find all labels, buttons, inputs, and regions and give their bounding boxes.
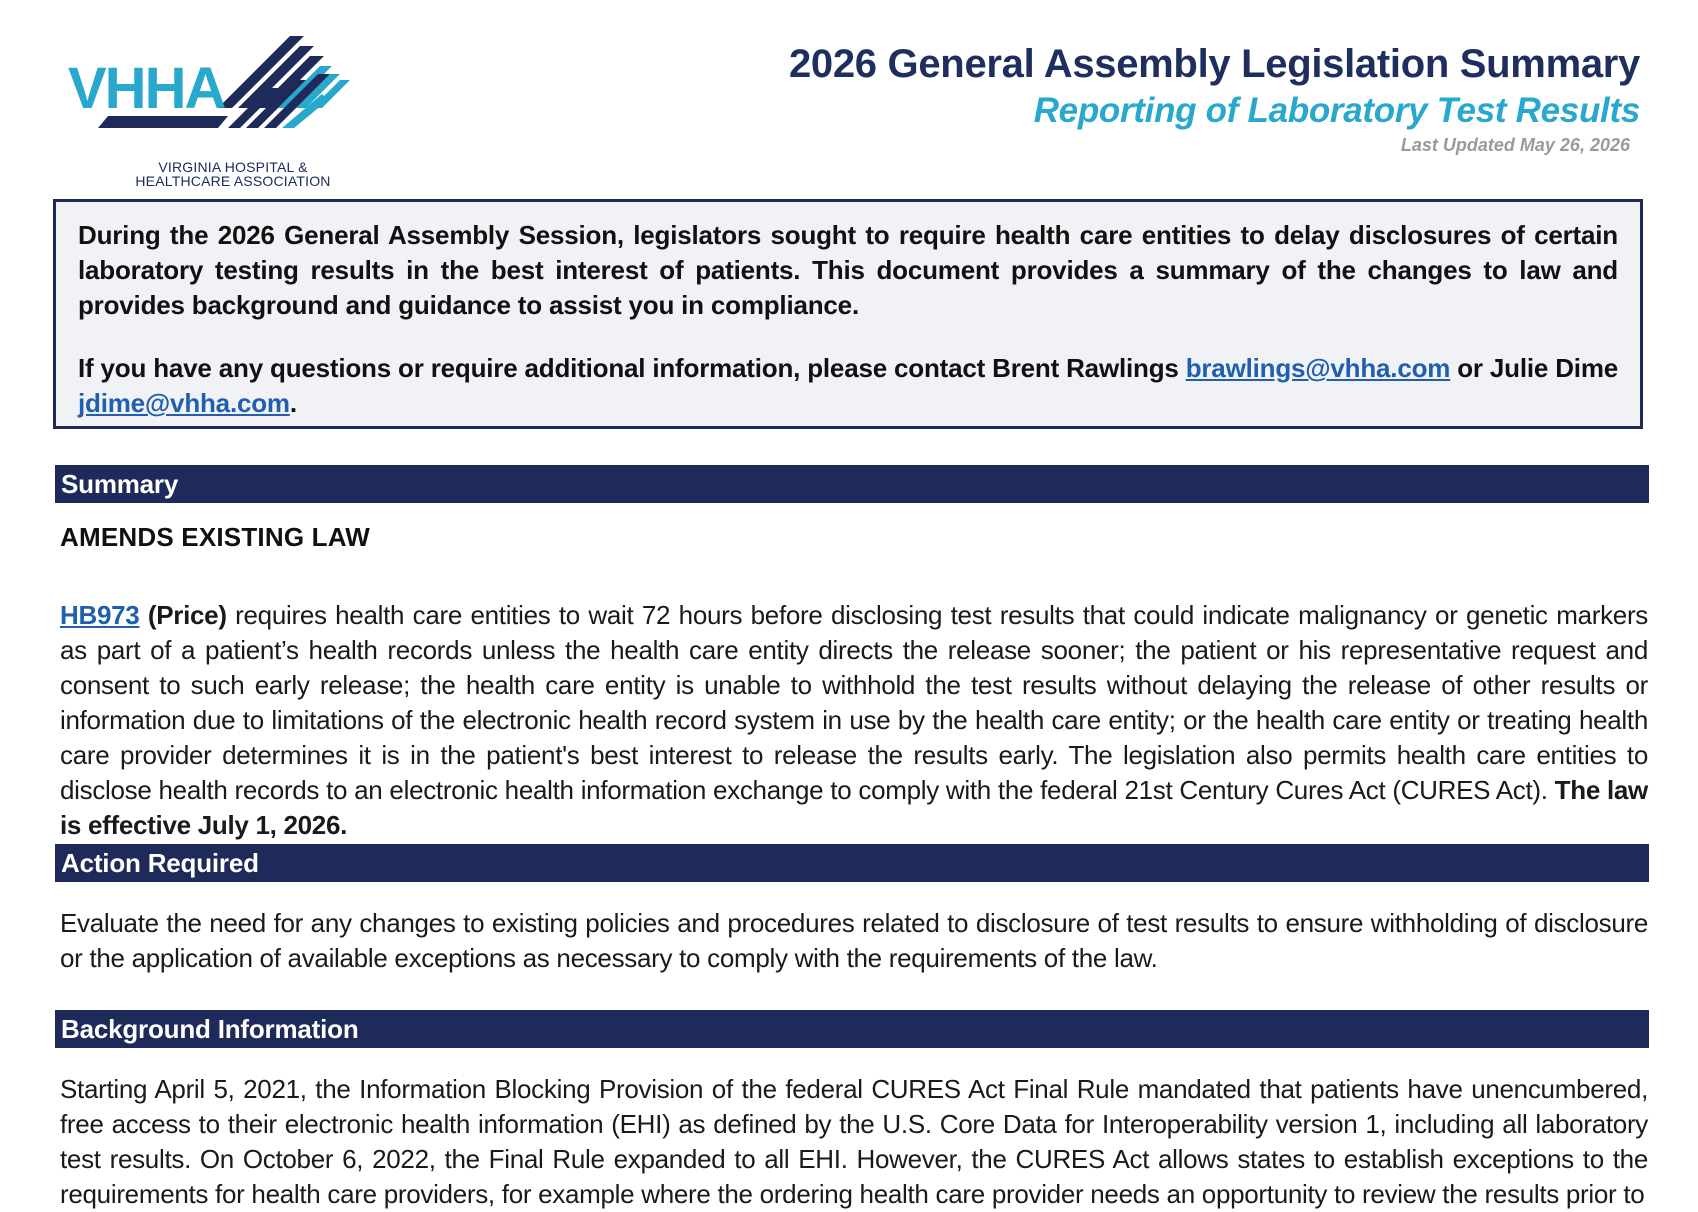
summary-paragraph: [60, 598, 1648, 843]
action-paragraph: Evaluate the need for any changes to existing policies and procedures related to disclosure of test results to ensure withholding of disclosure or the application of available exceptions as necessary to comply with the requirements of the law.: [60, 908, 1648, 973]
contact-prefix: If you have any questions or require additional information, please contact Brent Rawlings: [78, 353, 1186, 383]
svg-text:VHHA: VHHA: [68, 56, 225, 121]
bill-sponsor: (Price): [139, 600, 227, 630]
logo-org-name: [108, 160, 358, 188]
document-header: [789, 40, 1640, 156]
email-link-jdime[interactable]: jdime@vhha.com: [78, 388, 290, 418]
contact-suffix: .: [289, 388, 297, 418]
document-subtitle: Reporting of Laboratory Test Results: [1033, 91, 1640, 130]
logo-org-line2: HEALTHCARE ASSOCIATION: [135, 173, 331, 189]
vhha-logo-graphic: [68, 36, 368, 146]
intro-box: [53, 199, 1643, 429]
background-paragraph: Starting April 5, 2021, the Information Blocking Provision of the federal CURES Act Final Rule mandated that patients have unencumbered, free access to their electronic health information (EHI) as defined by the U.S. Core Data for Interoperability version 1, including all laboratory test results. On October 6, 2022, the Final Rule expanded to all EHI. However, the CURES Act allows states to establish exceptions to the requirements for health care providers, for example where the ordering health care provider needs an opportunity to review the results prior to: [60, 1074, 1648, 1209]
last-updated: Last Updated May 26, 2026: [1400, 135, 1630, 155]
logo-org-line1: VIRGINIA HOSPITAL &: [158, 159, 308, 175]
intro-paragraph: During the 2026 General Assembly Session, legislators sought to require health care entities to delay disclosures of certain laboratory testing results in the best interest of patients. This document provides a summary of the changes to law and provides background and guidance to assist you in compliance.: [78, 220, 1618, 320]
vhha-logo: [68, 36, 368, 191]
contact-middle: or Julie Dime: [1450, 353, 1618, 383]
email-link-brawlings[interactable]: brawlings@vhha.com: [1185, 353, 1451, 383]
section-heading-background: Background Information: [55, 1010, 1649, 1048]
contact-paragraph: [78, 351, 1618, 421]
section-heading-summary: Summary: [55, 465, 1649, 503]
section-heading-action-required: Action Required: [55, 844, 1649, 882]
effective-date: The law is effective July 1, 2026.: [60, 775, 1648, 840]
summary-text: requires health care entities to wait 72 hours before disclosing test results that could indicate malignancy or genetic markers as part of a patient’s health records unless the health care entity directs the release sooner; the patient or his representative request and consent to such early release; the health care entity is unable to withhold the test results without delaying the release of other results or information due to limitations of the electronic health record system in use by the health care entity; or the health care entity or treating health care provider determines it is in the patient's best interest to release the results early. The legislation also permits health care entities to disclose health records to an electronic health information exchange to comply with the federal 21st Century Cures Act (CURES Act).: [60, 600, 1649, 805]
amends-existing-law-heading: AMENDS EXISTING LAW: [60, 522, 371, 552]
bill-link-hb973[interactable]: HB973: [60, 600, 140, 630]
document-title: 2026 General Assembly Legislation Summary: [788, 42, 1640, 86]
